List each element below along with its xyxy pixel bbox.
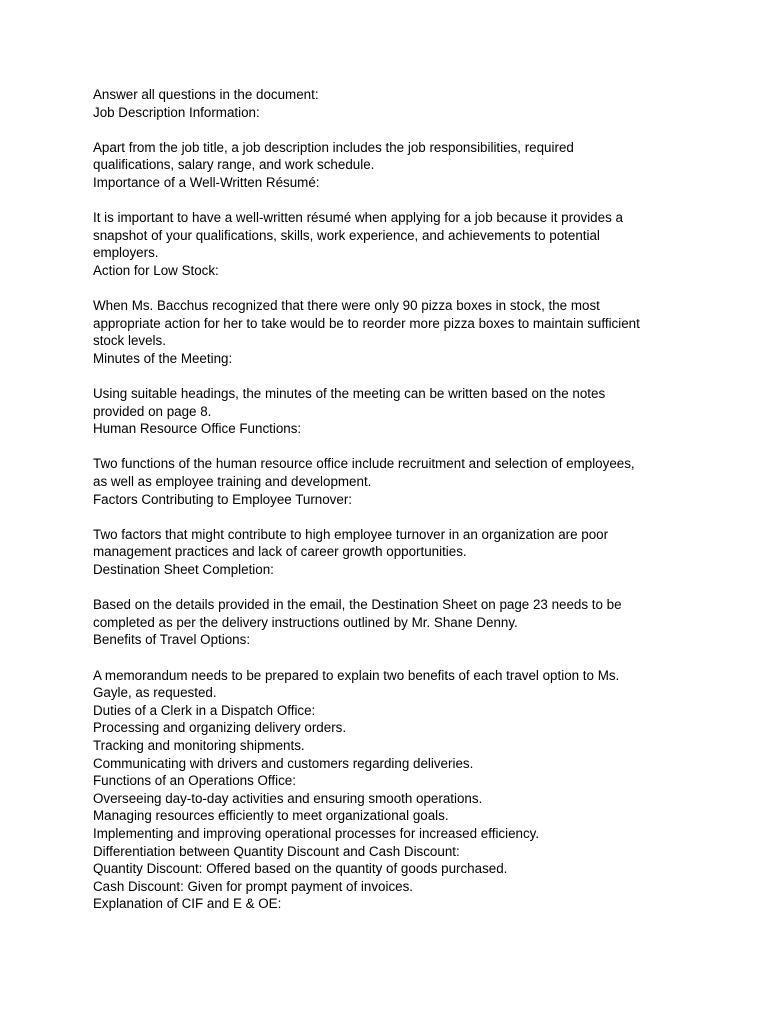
text-line: Duties of a Clerk in a Dispatch Office: — [93, 702, 316, 718]
text-line: Managing resources efficiently to meet organizational goals. — [93, 808, 449, 824]
text-line: A memorandum needs to be prepared to explain two benefits of each travel option to Ms. — [93, 667, 620, 683]
text-line: Answer all questions in the document: — [93, 87, 319, 102]
text-line: Using suitable headings, the minutes of the meeting can be written based on the notes — [93, 386, 606, 402]
paragraph-gap — [93, 579, 693, 597]
text-line: Tracking and monitoring shipments. — [93, 737, 305, 753]
text-line: Action for Low Stock: — [93, 262, 219, 278]
paragraph-gap — [93, 280, 693, 298]
text-line: Differentiation between Quantity Discount and Cash Discount: — [93, 843, 460, 859]
text-line: Two functions of the human resource office include recruitment and selection of employees, — [93, 456, 635, 472]
text-line: Minutes of the Meeting: — [93, 350, 233, 366]
text-line: Overseeing day-to-day activities and ensuring smooth operations. — [93, 790, 483, 806]
text-line: Quantity Discount: Offered based on the quantity of goods purchased. — [93, 861, 508, 877]
text-line: as well as employee training and development. — [93, 474, 372, 490]
text-line: Two factors that might contribute to high employee turnover in an organization are poor — [93, 526, 609, 542]
text-line: stock levels. — [93, 333, 166, 349]
text-line: Based on the details provided in the email, the Destination Sheet on page 23 needs to be — [93, 597, 622, 613]
text-line: Destination Sheet Completion: — [93, 562, 274, 578]
paragraph-gap — [93, 192, 693, 210]
text-line: Benefits of Travel Options: — [93, 632, 251, 648]
paragraph-gap — [93, 508, 693, 526]
text-line: snapshot of your qualifications, skills, work experience, and achievements to potential — [93, 227, 600, 243]
paragraph-gap — [93, 649, 693, 667]
text-line: Factors Contributing to Employee Turnover: — [93, 491, 353, 507]
text-line: Functions of an Operations Office: — [93, 773, 296, 789]
text-line: completed as per the delivery instructions outlined by Mr. Shane Denny. — [93, 614, 518, 630]
text-line: Apart from the job title, a job description includes the job responsibilities, required — [93, 139, 574, 155]
text-line: Importance of a Well-Written Résumé: — [93, 174, 320, 190]
text-line: Job Description Information: — [93, 104, 260, 120]
paragraph-gap — [93, 368, 693, 386]
text-line: Cash Discount: Given for prompt payment of invoices. — [93, 878, 414, 894]
text-line: Communicating with drivers and customers regarding deliveries. — [93, 755, 474, 771]
text-line: employers. — [93, 245, 159, 261]
text-line: Gayle, as requested. — [93, 685, 217, 701]
text-line: qualifications, salary range, and work schedule. — [93, 157, 375, 173]
text-line: When Ms. Bacchus recognized that there were only 90 pizza boxes in stock, the most — [93, 298, 600, 314]
paragraph-gap — [93, 438, 693, 456]
text-line: It is important to have a well-written résumé when applying for a job because it provides a — [93, 210, 623, 226]
text-line: management practices and lack of career growth opportunities. — [93, 544, 467, 560]
text-line: Explanation of CIF and E & OE: — [93, 896, 282, 912]
text-line: provided on page 8. — [93, 403, 212, 419]
text-line: appropriate action for her to take would be to reorder more pizza boxes to maintain sufficient — [93, 315, 640, 331]
text-line: Implementing and improving operational processes for increased efficiency. — [93, 825, 540, 841]
text-line: Human Resource Office Functions: — [93, 421, 302, 437]
document-page — [93, 86, 693, 913]
text-line: Processing and organizing delivery orders. — [93, 720, 347, 736]
paragraph-gap — [93, 121, 693, 139]
